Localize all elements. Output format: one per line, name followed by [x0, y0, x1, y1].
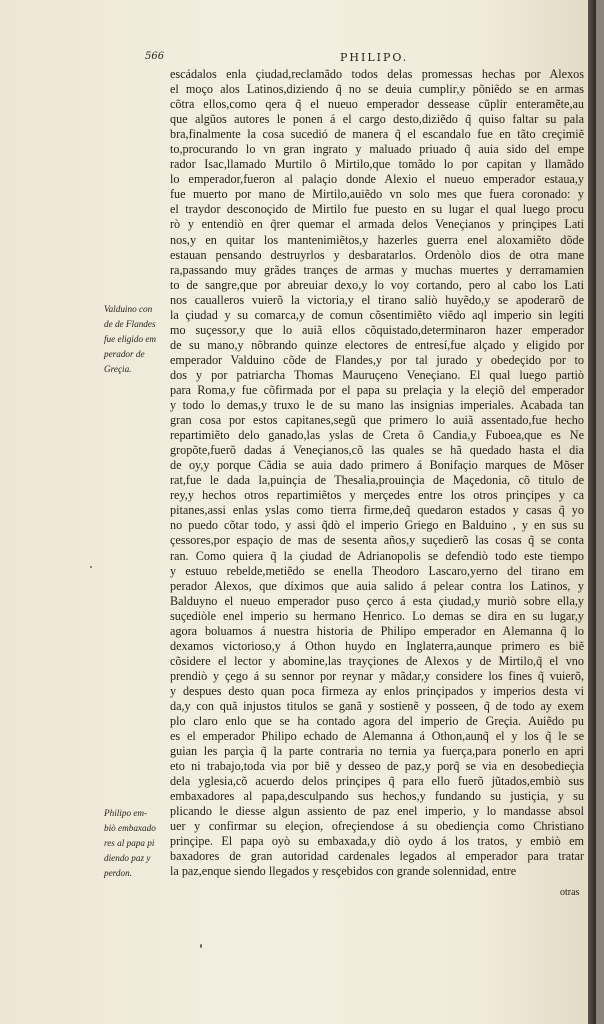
body-text-line: de oy,y porque Cãdia se auia dado primero á Bonifaçio marques de Mõser — [170, 458, 584, 473]
body-text-line: gran cosa por estos capitanes,segũ que primero lo auiã assentado,fue hecho — [170, 413, 584, 428]
body-text-line: rey,y hechos otros repartimiẽtos y merçedes entre los otros prinçipes y ca — [170, 488, 584, 503]
marginal-note-line: perdon. — [104, 868, 132, 878]
body-text-line: repartimiẽto delo ganado,las yslas de Creta ô Candia,y Fuboea,que es Ne — [170, 428, 584, 443]
body-text-line: que algũos autores le ponen á el cargo desto,diziẽdo q̃ quiso faltar su pala — [170, 112, 584, 127]
body-text-line: no puedo cõtar todo, y assi q̃dò el imperio Griego en Balduino , y en sus su — [170, 518, 584, 533]
body-text-line: da,y con quã injustos titulos se ganã y sostienẽ y posseen, q̃ de todo ay exem — [170, 698, 584, 713]
marginal-note-line: Greçia. — [104, 364, 132, 374]
body-text-line: prendiò y çego á su sennor por reynar y mãdar,y considere los fines q̃ vuierõ, — [170, 668, 584, 683]
body-text-line: nos caualleros vuierõ la victoria,y el tirano saliò huyẽdo,y se apoderarõ de — [170, 292, 584, 307]
body-text-line: mo suçessor,y que lo auiã ellos cõquistado,determinaron hazer emperador — [170, 322, 584, 337]
marginal-note-valduino — [104, 302, 170, 377]
body-text-line: ran. Como quiera q̃ la çiudad de Adrianopolis se defendiò todo este tiempo — [170, 548, 584, 563]
body-text-line: agora boluamos á nuestra historia de Philipo emperador en Alemanna q̃ lo — [170, 623, 584, 638]
body-text-line: nos,y en quitar los mantenimiẽtos,y hazerles guerra enel aloxamiẽto dõde — [170, 232, 584, 247]
body-text-line: dela yglesia,cõ acuerdo delos prinçipes q̃ para ello fuerõ jũtados,embiò sus — [170, 774, 584, 789]
page-number: 566 — [145, 51, 165, 62]
body-text-line: el traydor desconoçido de Mirtilo fue puesto en su lugar el qual luego procu — [170, 202, 584, 217]
marginal-note-line: de de Flandes — [104, 319, 156, 329]
body-text-line: y estuuo rebelde,metiẽdo se enella Theodoro Lascaro,yerno del tirano em — [170, 563, 584, 578]
body-text-line: de su mano,y nõbrando quinze electores de entresí,fue alçado y eligido por — [170, 337, 584, 352]
body-text-line: la çiudad y su comarca,y de comun cõsentimiẽto viẽdo aql imperio sin legiti — [170, 307, 584, 322]
body-text-line: perador Alexos, que díximos que auia salido á pelear contra los Latinos, y — [170, 578, 584, 593]
paper-speck — [90, 566, 92, 568]
body-text-line: uer y confirmar su eleçion, ofreçiendose á su obediençia como Christiano — [170, 819, 584, 834]
body-text-line: dexamos victorioso,y á Othon huydo en Inglaterra,aunque primero es biẽ — [170, 638, 584, 653]
body-text-line: plicando le diesse algun assiento de paz enel imperio, y lo mandasse absol — [170, 804, 584, 819]
marginal-note-line: Valduino con — [104, 304, 153, 314]
body-text-line: rador Isac,llamado Murtilo ô Mirtilo,que tomãdo lo por capitan y llamãdo — [170, 157, 584, 172]
body-text-line: para Roma,y fue cõfirmada por el papa su prelaçia y la eleçiõ del emperador — [170, 382, 584, 397]
body-text-line: y todo lo demas,y truxo le de su mano las insignias imperiales. Acabada tan — [170, 398, 584, 413]
body-text-line: plo claro enlo que se ha contado agora del imperio de Greçia. Auiẽdo pu — [170, 714, 584, 729]
body-text-line: suçediòle enel imperio su hermano Henrico. Lo demas se dira en su lugar,y — [170, 608, 584, 623]
body-text-line: fue muerto por mano de Mirtilo,auiẽdo vn solo mes que fuera coronado: y — [170, 187, 584, 202]
body-text-block — [170, 67, 584, 880]
body-text-line: pitanes,assi enlas yslas como tierra firme,deq̃ quedaron estados y casas q̃ yo — [170, 503, 584, 518]
body-text-line: to de sangre,que por abreuiar dexo,y lo voy cortando, pero al cabo los Lati — [170, 277, 584, 292]
body-text-line: dos y por patriarcha Thomas Mauruçeno Veneçiano. El qual luego partiò — [170, 367, 584, 382]
body-text-line: estauan pensando destruyrlos y desbaratarlos. Ordenòlo dios de otra mane — [170, 247, 584, 262]
body-text-line: baxadores de gran autoridad cardenales legados al emperador para tratar — [170, 849, 584, 864]
body-text-line: embaxadores al papa,desculpando sus hechos,y fundando su justiçia, y su — [170, 789, 584, 804]
body-text-line: bra,finalmente la cosa sucedió de manera q̃ el escandalo fue en tãto creçimiẽ — [170, 127, 584, 142]
body-text-line: cõsidere el lector y abomine,las trayçiones de Alexos y de Mirtilo,q̃ el vno — [170, 653, 584, 668]
paper-speck — [200, 944, 202, 948]
body-text-line: to,procurando lo vn gran ingrato y maluado priuado q̃ auia sido del empe — [170, 142, 584, 157]
body-text-line: ra,passando muy grãdes trançes de armas y muchas muertes y derramamien — [170, 262, 584, 277]
marginal-note-line: perador de — [104, 349, 145, 359]
body-text-line: la paz,enque siendo llegados y resçebidos con grande solennidad, entre — [170, 864, 517, 879]
marginal-note-line: Philipo em- — [104, 808, 148, 818]
body-text-line: prinçipe. El papa oyò su embaxada,y diò oydo á los tratos, y embiò em — [170, 834, 584, 849]
body-text-line: gropõte,fuerõ dadas á Veneçianos,cõ las quales se hã quedado hasta el dia — [170, 443, 584, 458]
body-text-line: emperador Valduino cõde de Flandes,y por tal jurado y obedeçido por to — [170, 352, 584, 367]
body-text-line: y despues desto quan poca firmeza ay enlos prinçipados y imperios desta vi — [170, 683, 584, 698]
marginal-note-line: biò embaxado — [104, 823, 156, 833]
body-text-line: eto ni trabajo,toda via por biẽ y desseo de paz,y porq̃ se via en desobedieçia — [170, 759, 584, 774]
body-text-line: lo emperador,fueron al palaçio donde Alexio el nueuo emperador estaua,y — [170, 172, 584, 187]
catchword: otras — [560, 887, 580, 898]
marginal-note-line: res al papa pi — [104, 838, 155, 848]
marginal-note-line: diendo paz y — [104, 853, 151, 863]
marginal-note-philipo — [104, 806, 170, 881]
body-text-line: cõtra ellos,como qera q̃ el nueuo emperador dessease cũplir enteramẽte,au — [170, 97, 584, 112]
body-text-line: es el emperador Philipo echado de Alemanna á Othon,aunq̃ el y los q̃ le se — [170, 729, 584, 744]
body-text-line: çessores,por espaçio de mas de sesenta años,y suçedierõ las cosas q̃ se conta — [170, 533, 584, 548]
body-text-line: rò y entendiò en q̃rer quemar el armada delos Veneçianos y prinçipes Lati — [170, 217, 584, 232]
body-text-line: escádalos enla çiudad,reclamãdo todos delas promessas hechas por Alexos — [170, 67, 584, 81]
body-text-line: Balduyno el nueuo emperador puso çerco á esta çiudad,y muriò sobre ella,y — [170, 593, 584, 608]
page-edge — [588, 0, 596, 1024]
marginal-note-line: fue eligido em — [104, 334, 157, 344]
body-text-line: guian les parçia q̃ la parte contraria no ternia ya fuerça,para ponerlo en apri — [170, 744, 584, 759]
running-head: PHILIPO. — [340, 51, 409, 64]
body-text-line: rat,fue le dada la,puinçia de Thesalia,prouinçia de Maçedonia, cõ titulo de — [170, 473, 584, 488]
body-text-line: el moço alos Latinos,diziendo q̃ no se deuia cumplir,y põniẽdo se en armas — [170, 82, 584, 97]
